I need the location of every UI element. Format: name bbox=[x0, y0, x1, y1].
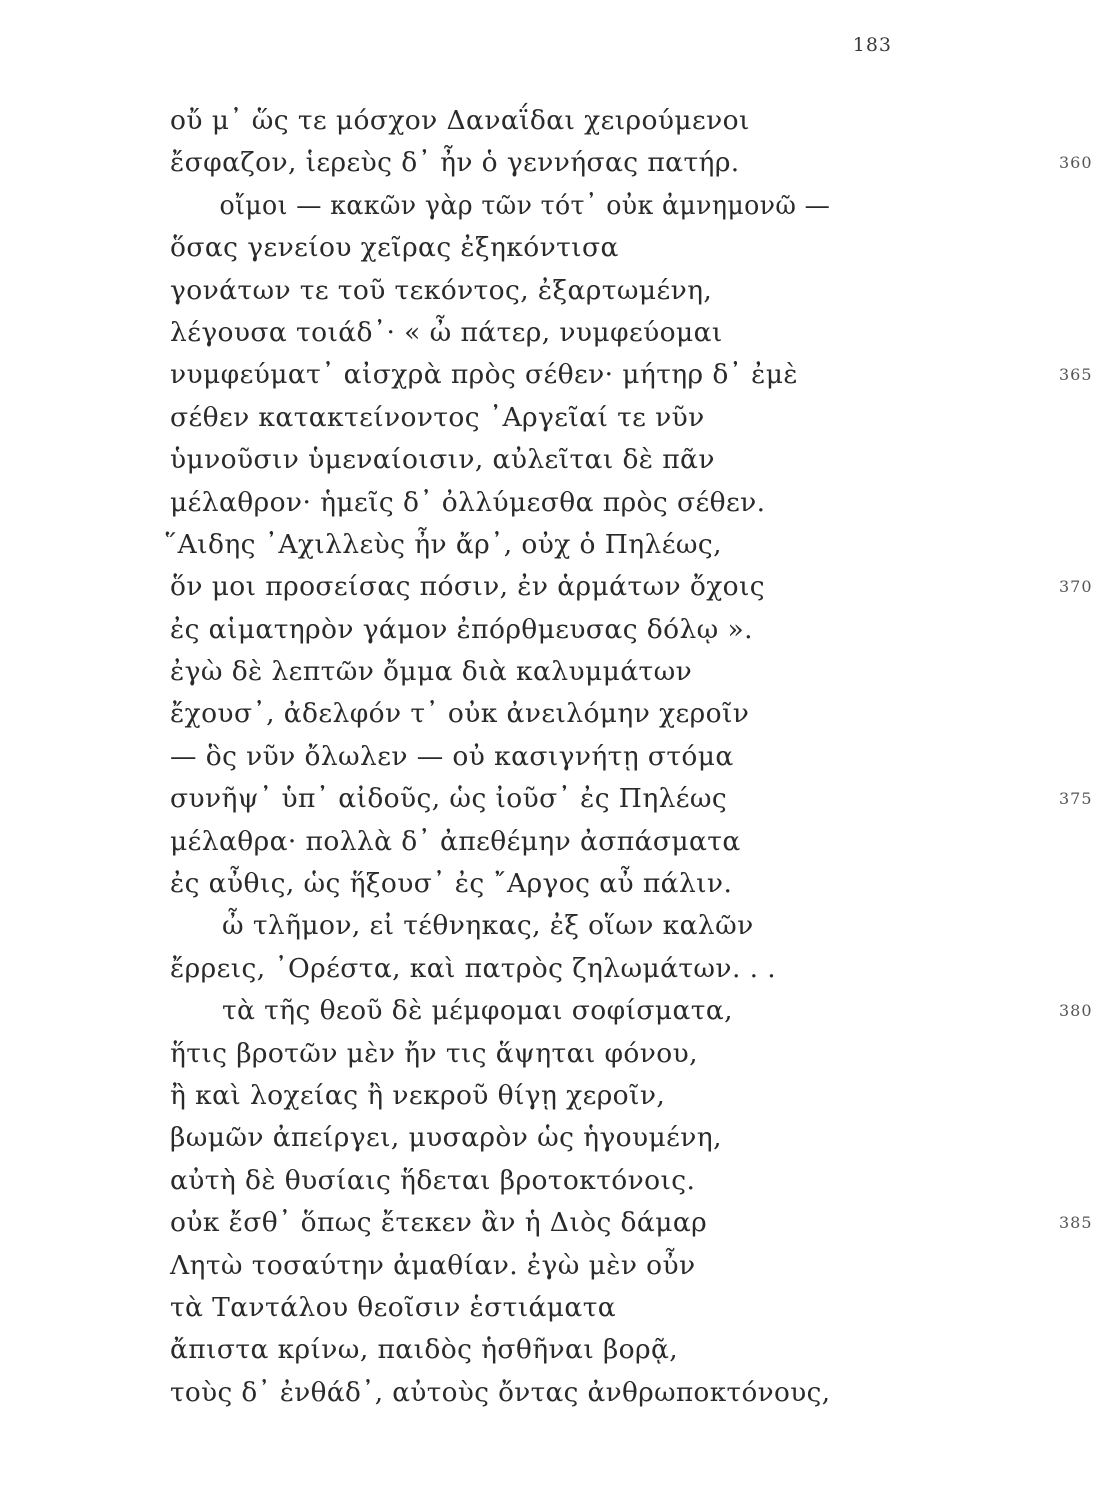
verse-text: ἐγὼ δὲ λεπτῶν ὄμμα διὰ καλυμμάτων bbox=[170, 656, 693, 688]
verse-text: γονάτων τε τοῦ τεκόντος, ἐξαρτωμένη, bbox=[170, 274, 713, 306]
verse-line bbox=[170, 736, 870, 778]
verse-text: οὐκ ἔσθ᾽ ὅπως ἔτεκεν ἂν ἡ Διὸς δάμαρ bbox=[170, 1207, 708, 1239]
verse-line bbox=[170, 948, 870, 990]
verse-line bbox=[170, 1033, 870, 1075]
verse-line bbox=[170, 905, 870, 947]
verse-line bbox=[170, 227, 870, 269]
verse-text: ἄπιστα κρίνω, παιδὸς ἡσθῆναι βορᾷ, bbox=[170, 1334, 679, 1366]
verse-text: ὅσας γενείου χεῖρας ἐξηκόντισα bbox=[170, 232, 619, 264]
verse-line bbox=[170, 100, 870, 142]
verse-text: — ὃς νῦν ὄλωλεν — οὐ κασιγνήτῃ στόμα bbox=[170, 740, 734, 772]
verse-text: ἔσφαζον, ἱερεὺς δ᾽ ἦν ὁ γεννήσας πατήρ. bbox=[170, 147, 740, 179]
page-number: 183 bbox=[852, 34, 892, 56]
verse-text: αὐτὴ δὲ θυσίαις ἥδεται βροτοκτόνοις. bbox=[170, 1164, 696, 1196]
verse-text: ἔχουσ᾽, ἀδελφόν τ᾽ οὐκ ἀνειλόμην χεροῖν bbox=[170, 698, 750, 730]
verse-text: σέθεν κατακτείνοντος ᾽Αργεῖαί τε νῦν bbox=[170, 401, 705, 433]
verse-line bbox=[170, 312, 870, 354]
line-number: 375 bbox=[1059, 789, 1093, 809]
verse-line bbox=[170, 482, 870, 524]
verse-text: τὰ Ταντάλου θεοῖσιν ἑστιάματα bbox=[170, 1291, 617, 1323]
verse-text: ἐς αὖθις, ὡς ἥξουσ᾽ ἐς ῎Αργος αὖ πάλιν. bbox=[170, 868, 733, 900]
line-number: 370 bbox=[1059, 577, 1093, 597]
verse-text: μέλαθρον· ἡμεῖς δ᾽ ὀλλύμεσθα πρὸς σέθεν. bbox=[170, 486, 766, 518]
verse-text: ἥτις βροτῶν μὲν ἤν τις ἅψηται φόνου, bbox=[170, 1037, 698, 1069]
verse-line bbox=[170, 397, 870, 439]
verse-line bbox=[170, 1372, 870, 1414]
verse-text: ἢ καὶ λοχείας ἢ νεκροῦ θίγῃ χεροῖν, bbox=[170, 1079, 666, 1111]
verse-line bbox=[170, 651, 870, 693]
line-number: 380 bbox=[1059, 1001, 1093, 1021]
verse-text: τοὺς δ᾽ ἐνθάδ᾽, αὐτοὺς ὄντας ἀνθρωποκτόνους, bbox=[170, 1376, 831, 1408]
line-number: 360 bbox=[1059, 153, 1093, 173]
verse-line bbox=[170, 821, 870, 863]
verse-line bbox=[170, 142, 1093, 184]
verse-block bbox=[164, 100, 1093, 1414]
verse-text: νυμφεύματ᾽ αἰσχρὰ πρὸς σέθεν· μήτηρ δ᾽ ἐμὲ bbox=[170, 359, 799, 391]
verse-line bbox=[164, 524, 870, 566]
verse-text: ὦ τλῆμον, εἰ τέθνηκας, ἐξ οἵων καλῶν bbox=[222, 910, 754, 942]
verse-line bbox=[170, 1329, 870, 1371]
verse-text: βωμῶν ἀπείργει, μυσαρὸν ὡς ἡγουμένη, bbox=[170, 1122, 722, 1154]
verse-line bbox=[170, 439, 870, 481]
verse-line bbox=[170, 1287, 870, 1329]
verse-line bbox=[170, 609, 870, 651]
verse-line bbox=[170, 990, 1093, 1032]
verse-line bbox=[170, 693, 870, 735]
verse-text: ῞Αιδης ᾽Αχιλλεὺς ἦν ἄρ᾽, οὐχ ὁ Πηλέως, bbox=[164, 528, 722, 560]
verse-line bbox=[170, 185, 870, 227]
verse-text: οἴμοι — κακῶν γὰρ τῶν τότ᾽ οὐκ ἀμνημονῶ — bbox=[219, 189, 831, 221]
verse-text: Λητὼ τοσαύτην ἀμαθίαν. ἐγὼ μὲν οὖν bbox=[170, 1249, 696, 1281]
verse-text: ἐς αἱματηρὸν γάμον ἐπόρθμευσας δόλῳ ». bbox=[170, 613, 753, 645]
verse-text: ἔρρεις, ᾽Ορέστα, καὶ πατρὸς ζηλωμάτων. . . bbox=[170, 952, 777, 984]
verse-text: οὔ μ᾽ ὥς τε μόσχον Δαναΐδαι χειρούμενοι bbox=[170, 105, 750, 136]
verse-text: τὰ τῆς θεοῦ δὲ μέμφομαι σοφίσματα, bbox=[222, 995, 733, 1027]
verse-line bbox=[170, 1160, 870, 1202]
verse-line bbox=[170, 1202, 1093, 1244]
verse-text: ὅν μοι προσείσας πόσιν, ἐν ἁρμάτων ὄχοις bbox=[170, 571, 766, 603]
verse-line bbox=[170, 1075, 870, 1117]
verse-line bbox=[170, 863, 870, 905]
verse-line bbox=[170, 778, 1093, 820]
line-number: 365 bbox=[1059, 365, 1093, 385]
line-number: 385 bbox=[1059, 1213, 1093, 1233]
verse-line bbox=[170, 566, 1093, 608]
verse-line bbox=[170, 354, 1093, 396]
verse-text: ὑμνοῦσιν ὑμεναίοισιν, αὐλεῖται δὲ πᾶν bbox=[170, 444, 715, 476]
verse-line bbox=[170, 1117, 870, 1159]
verse-text: λέγουσα τοιάδ᾽· « ὦ πάτερ, νυμφεύομαι bbox=[170, 316, 723, 348]
verse-text: μέλαθρα· πολλὰ δ᾽ ἀπεθέμην ἀσπάσματα bbox=[170, 825, 741, 857]
verse-line bbox=[170, 270, 870, 312]
verse-text: συνῆψ᾽ ὑπ᾽ αἰδοῦς, ὡς ἰοῦσ᾽ ἐς Πηλέως bbox=[170, 783, 728, 815]
verse-line bbox=[170, 1245, 870, 1287]
